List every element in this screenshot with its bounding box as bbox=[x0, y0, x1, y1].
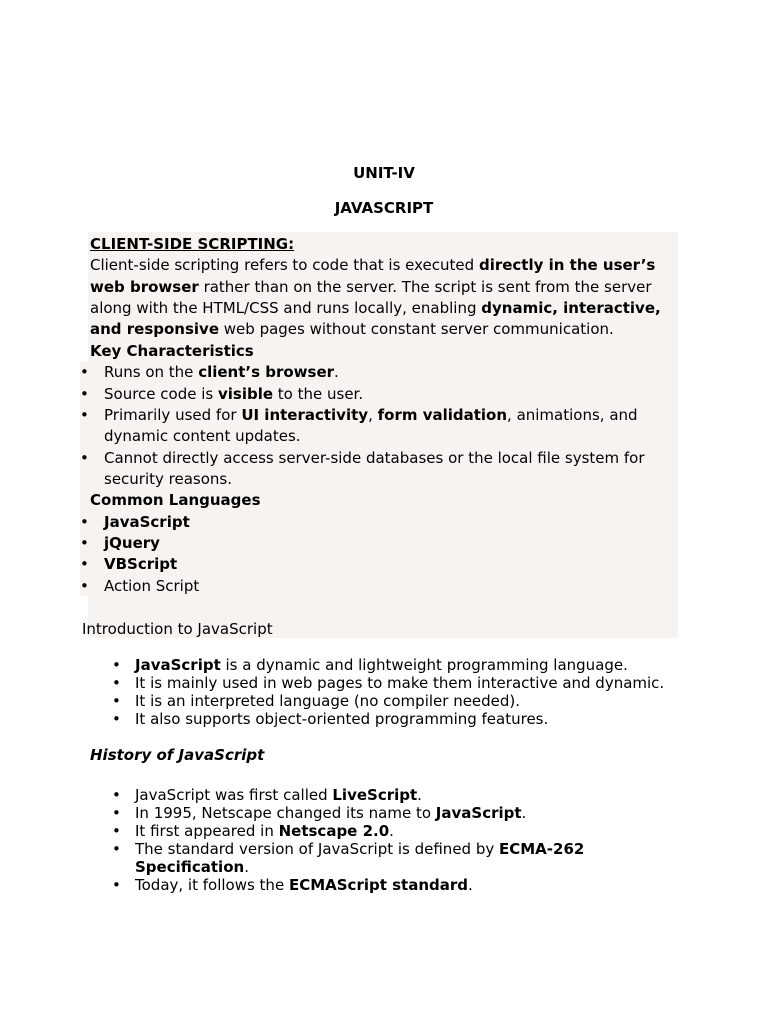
history-item: JavaScript was first called LiveScript. bbox=[135, 786, 422, 804]
key-characteristics-heading: Key Characteristics bbox=[90, 342, 254, 360]
bullet: • bbox=[112, 822, 121, 840]
bullet: • bbox=[112, 710, 121, 728]
client-side-heading: CLIENT-SIDE SCRIPTING: bbox=[90, 235, 295, 253]
bullet: • bbox=[112, 804, 121, 822]
bullet: • bbox=[112, 656, 121, 674]
bullet: • bbox=[80, 385, 89, 403]
paragraph-line: and responsive web pages without constant server communication. bbox=[90, 320, 614, 338]
history-item-continuation: Specification. bbox=[135, 858, 249, 876]
bullet: • bbox=[80, 406, 89, 424]
paragraph-line: along with the HTML/CSS and runs locally, enabling dynamic, interactive, bbox=[90, 299, 661, 317]
bullet: • bbox=[112, 840, 121, 858]
language-item: jQuery bbox=[104, 534, 160, 552]
bullet: • bbox=[80, 513, 89, 531]
paragraph-line: Client-side scripting refers to code that is executed directly in the user’s bbox=[90, 256, 656, 274]
paragraph-line: web browser rather than on the server. The script is sent from the server bbox=[90, 278, 652, 296]
history-item: It first appeared in Netscape 2.0. bbox=[135, 822, 394, 840]
intro-heading: Introduction to JavaScript bbox=[82, 620, 273, 638]
bullet: • bbox=[80, 449, 89, 467]
list-item: Runs on the client’s browser. bbox=[104, 363, 339, 381]
list-item-continuation: dynamic content updates. bbox=[104, 427, 301, 445]
bullet: • bbox=[112, 876, 121, 894]
list-item: Primarily used for UI interactivity, form validation, animations, and bbox=[104, 406, 638, 424]
bullet: • bbox=[80, 534, 89, 552]
bullet: • bbox=[112, 692, 121, 710]
list-item: Cannot directly access server-side databases or the local file system for bbox=[104, 449, 645, 467]
bullet: • bbox=[80, 555, 89, 573]
history-heading: History of JavaScript bbox=[90, 746, 265, 764]
history-item: Today, it follows the ECMAScript standard. bbox=[135, 876, 473, 894]
intro-item: JavaScript is a dynamic and lightweight programming language. bbox=[135, 656, 628, 674]
subject-title: JAVASCRIPT bbox=[334, 199, 434, 217]
intro-item: It also supports object-oriented programming features. bbox=[135, 710, 549, 728]
bullet: • bbox=[80, 577, 89, 595]
language-item: JavaScript bbox=[104, 513, 190, 531]
list-item: Source code is visible to the user. bbox=[104, 385, 364, 403]
language-item: VBScript bbox=[104, 555, 178, 573]
bullet: • bbox=[112, 674, 121, 692]
list-item-continuation: security reasons. bbox=[104, 470, 232, 488]
intro-item: It is mainly used in web pages to make them interactive and dynamic. bbox=[135, 674, 665, 692]
intro-item: It is an interpreted language (no compiler needed). bbox=[135, 692, 521, 710]
history-item: In 1995, Netscape changed its name to JavaScript. bbox=[135, 804, 527, 822]
history-item: The standard version of JavaScript is defined by ECMA-262 bbox=[135, 840, 585, 858]
bullet: • bbox=[112, 786, 121, 804]
language-item: Action Script bbox=[104, 577, 200, 595]
unit-title: UNIT-IV bbox=[353, 164, 415, 182]
common-languages-heading: Common Languages bbox=[90, 491, 261, 509]
bullet: • bbox=[80, 363, 89, 381]
